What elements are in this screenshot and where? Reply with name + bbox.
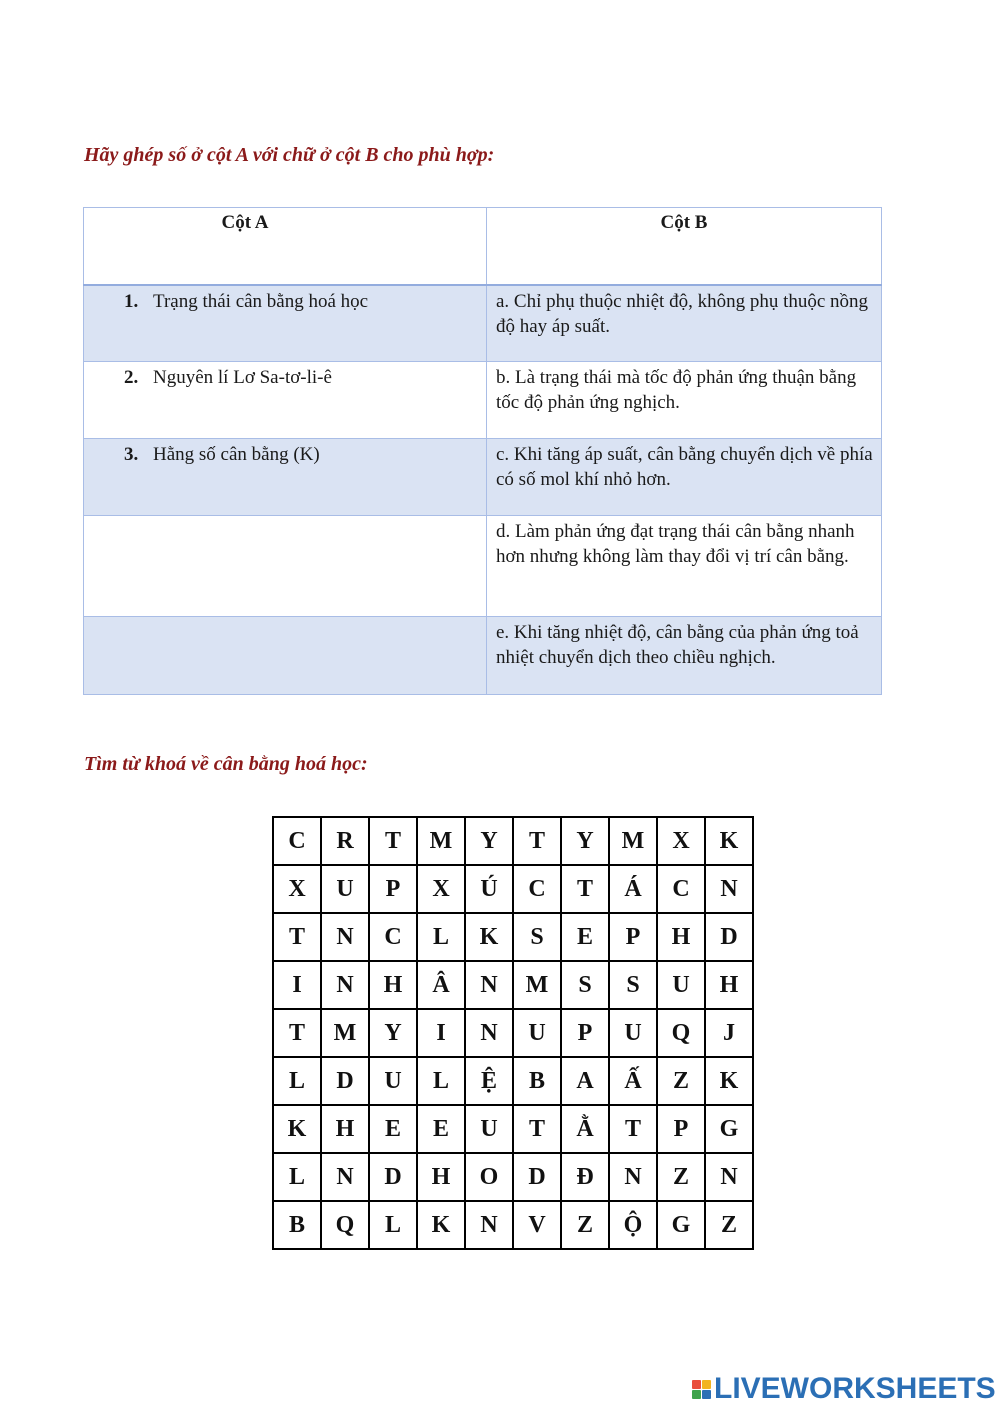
grid-cell[interactable]: U xyxy=(513,1009,561,1057)
grid-cell[interactable]: T xyxy=(273,913,321,961)
logo-text: LIVEWORKSHEETS xyxy=(714,1372,996,1405)
grid-cell[interactable]: C xyxy=(657,865,705,913)
matching-table xyxy=(83,207,882,695)
grid-cell[interactable]: Ú xyxy=(465,865,513,913)
grid-cell[interactable]: G xyxy=(705,1105,753,1153)
grid-cell[interactable]: D xyxy=(513,1153,561,1201)
matching-heading: Hãy ghép số ở cột A với chữ ở cột B cho phù hợp: xyxy=(84,144,495,166)
grid-cell[interactable]: S xyxy=(513,913,561,961)
grid-cell[interactable]: U xyxy=(321,865,369,913)
grid-cell[interactable]: R xyxy=(321,817,369,865)
grid-cell[interactable]: X xyxy=(657,817,705,865)
grid-cell[interactable]: C xyxy=(513,865,561,913)
item-text: Hằng số cân bằng (K) xyxy=(153,444,320,465)
grid-cell[interactable]: U xyxy=(369,1057,417,1105)
word-search-grid xyxy=(272,816,754,1250)
grid-cell[interactable]: Z xyxy=(657,1153,705,1201)
grid-cell[interactable]: Y xyxy=(465,817,513,865)
grid-cell[interactable]: K xyxy=(273,1105,321,1153)
grid-cell[interactable]: T xyxy=(369,817,417,865)
grid-cell[interactable]: A xyxy=(561,1057,609,1105)
grid-cell[interactable]: D xyxy=(321,1057,369,1105)
table-row xyxy=(84,516,882,617)
grid-cell[interactable]: E xyxy=(417,1105,465,1153)
table-row xyxy=(84,617,882,695)
column-a-cell xyxy=(84,439,487,516)
grid-cell[interactable]: Đ xyxy=(561,1153,609,1201)
table-row xyxy=(84,285,882,362)
grid-cell[interactable]: L xyxy=(417,1057,465,1105)
grid-cell[interactable]: P xyxy=(609,913,657,961)
grid-cell[interactable]: K xyxy=(705,817,753,865)
grid-cell[interactable]: Y xyxy=(561,817,609,865)
item-number: 3. xyxy=(124,444,139,465)
grid-cell[interactable]: N xyxy=(705,865,753,913)
grid-cell[interactable]: S xyxy=(561,961,609,1009)
grid-row xyxy=(273,1009,753,1057)
grid-cell[interactable]: N xyxy=(321,913,369,961)
grid-cell[interactable]: Ệ xyxy=(465,1057,513,1105)
grid-cell[interactable]: N xyxy=(465,961,513,1009)
grid-cell[interactable]: L xyxy=(273,1057,321,1105)
grid-row xyxy=(273,1105,753,1153)
grid-cell[interactable]: S xyxy=(609,961,657,1009)
grid-cell[interactable]: N xyxy=(321,961,369,1009)
table-row xyxy=(84,439,882,516)
grid-cell[interactable]: H xyxy=(369,961,417,1009)
grid-row xyxy=(273,913,753,961)
grid-cell[interactable]: T xyxy=(513,817,561,865)
grid-cell[interactable]: D xyxy=(369,1153,417,1201)
grid-cell[interactable]: T xyxy=(609,1105,657,1153)
grid-cell[interactable]: K xyxy=(705,1057,753,1105)
grid-cell[interactable]: L xyxy=(273,1153,321,1201)
column-a-cell xyxy=(84,617,487,695)
grid-cell[interactable]: I xyxy=(273,961,321,1009)
grid-row xyxy=(273,865,753,913)
liveworksheets-logo xyxy=(692,1372,996,1406)
grid-row xyxy=(273,961,753,1009)
grid-cell[interactable]: M xyxy=(513,961,561,1009)
grid-cell[interactable]: C xyxy=(273,817,321,865)
grid-cell[interactable]: T xyxy=(561,865,609,913)
grid-cell[interactable]: Á xyxy=(609,865,657,913)
grid-cell[interactable]: Ấ xyxy=(609,1057,657,1105)
grid-cell[interactable]: B xyxy=(273,1201,321,1249)
grid-cell[interactable]: H xyxy=(321,1105,369,1153)
column-b-cell: b. Là trạng thái mà tốc độ phản ứng thuận bằng tốc độ phản ứng nghịch. xyxy=(487,362,882,439)
grid-cell[interactable]: Ằ xyxy=(561,1105,609,1153)
grid-cell[interactable]: I xyxy=(417,1009,465,1057)
grid-row xyxy=(273,1153,753,1201)
column-b-header: Cột B xyxy=(487,208,882,286)
grid-cell[interactable]: M xyxy=(321,1009,369,1057)
grid-cell[interactable]: L xyxy=(417,913,465,961)
grid-cell[interactable]: Â xyxy=(417,961,465,1009)
column-b-cell: a. Chỉ phụ thuộc nhiệt độ, không phụ thuộc nồng độ hay áp suất. xyxy=(487,285,882,362)
grid-cell[interactable]: Q xyxy=(657,1009,705,1057)
column-b-cell: d. Làm phản ứng đạt trạng thái cân bằng nhanh hơn nhưng không làm thay đổi vị trí cân bằng. xyxy=(487,516,882,617)
liveworksheets-logo-icon xyxy=(692,1380,711,1399)
grid-cell[interactable]: L xyxy=(369,1201,417,1249)
grid-cell[interactable]: N xyxy=(609,1153,657,1201)
grid-cell[interactable]: N xyxy=(321,1153,369,1201)
grid-cell[interactable]: X xyxy=(273,865,321,913)
grid-cell[interactable]: P xyxy=(657,1105,705,1153)
column-a-header: Cột A xyxy=(84,208,487,286)
grid-cell[interactable]: N xyxy=(465,1201,513,1249)
grid-cell[interactable]: Ộ xyxy=(609,1201,657,1249)
grid-cell[interactable]: Z xyxy=(657,1057,705,1105)
column-a-cell xyxy=(84,362,487,439)
item-number: 2. xyxy=(124,367,139,388)
item-text: Trạng thái cân bằng hoá học xyxy=(153,291,369,312)
grid-cell[interactable]: X xyxy=(417,865,465,913)
word-search-heading: Tìm từ khoá về cân bằng hoá học: xyxy=(84,753,368,775)
grid-cell[interactable]: Q xyxy=(321,1201,369,1249)
grid-cell[interactable]: H xyxy=(417,1153,465,1201)
grid-cell[interactable]: H xyxy=(657,913,705,961)
grid-cell[interactable]: U xyxy=(657,961,705,1009)
column-a-cell xyxy=(84,285,487,362)
grid-cell[interactable]: M xyxy=(417,817,465,865)
grid-cell[interactable]: H xyxy=(705,961,753,1009)
column-b-cell: c. Khi tăng áp suất, cân bằng chuyển dịch về phía có số mol khí nhỏ hơn. xyxy=(487,439,882,516)
grid-cell[interactable]: C xyxy=(369,913,417,961)
grid-cell[interactable]: Z xyxy=(561,1201,609,1249)
item-text: Nguyên lí Lơ Sa-tơ-li-ê xyxy=(153,367,332,388)
grid-row xyxy=(273,1201,753,1249)
grid-cell[interactable]: G xyxy=(657,1201,705,1249)
grid-cell[interactable]: Y xyxy=(369,1009,417,1057)
grid-cell[interactable]: U xyxy=(609,1009,657,1057)
grid-cell[interactable]: J xyxy=(705,1009,753,1057)
grid-row xyxy=(273,1057,753,1105)
grid-cell[interactable]: U xyxy=(465,1105,513,1153)
item-number: 1. xyxy=(124,291,139,312)
grid-cell[interactable]: O xyxy=(465,1153,513,1201)
grid-cell[interactable]: M xyxy=(609,817,657,865)
table-row xyxy=(84,362,882,439)
column-b-cell: e. Khi tăng nhiệt độ, cân bằng của phản ứng toả nhiệt chuyển dịch theo chiều nghịch. xyxy=(487,617,882,695)
grid-cell[interactable]: K xyxy=(465,913,513,961)
grid-cell[interactable]: E xyxy=(561,913,609,961)
grid-cell[interactable]: D xyxy=(705,913,753,961)
column-a-cell xyxy=(84,516,487,617)
grid-cell[interactable]: B xyxy=(513,1057,561,1105)
grid-row xyxy=(273,817,753,865)
grid-cell[interactable]: N xyxy=(705,1153,753,1201)
grid-cell[interactable]: T xyxy=(273,1009,321,1057)
grid-cell[interactable]: V xyxy=(513,1201,561,1249)
grid-cell[interactable]: K xyxy=(417,1201,465,1249)
grid-cell[interactable]: N xyxy=(465,1009,513,1057)
grid-cell[interactable]: T xyxy=(513,1105,561,1153)
grid-cell[interactable]: P xyxy=(561,1009,609,1057)
grid-cell[interactable]: Z xyxy=(705,1201,753,1249)
grid-cell[interactable]: E xyxy=(369,1105,417,1153)
grid-cell[interactable]: P xyxy=(369,865,417,913)
